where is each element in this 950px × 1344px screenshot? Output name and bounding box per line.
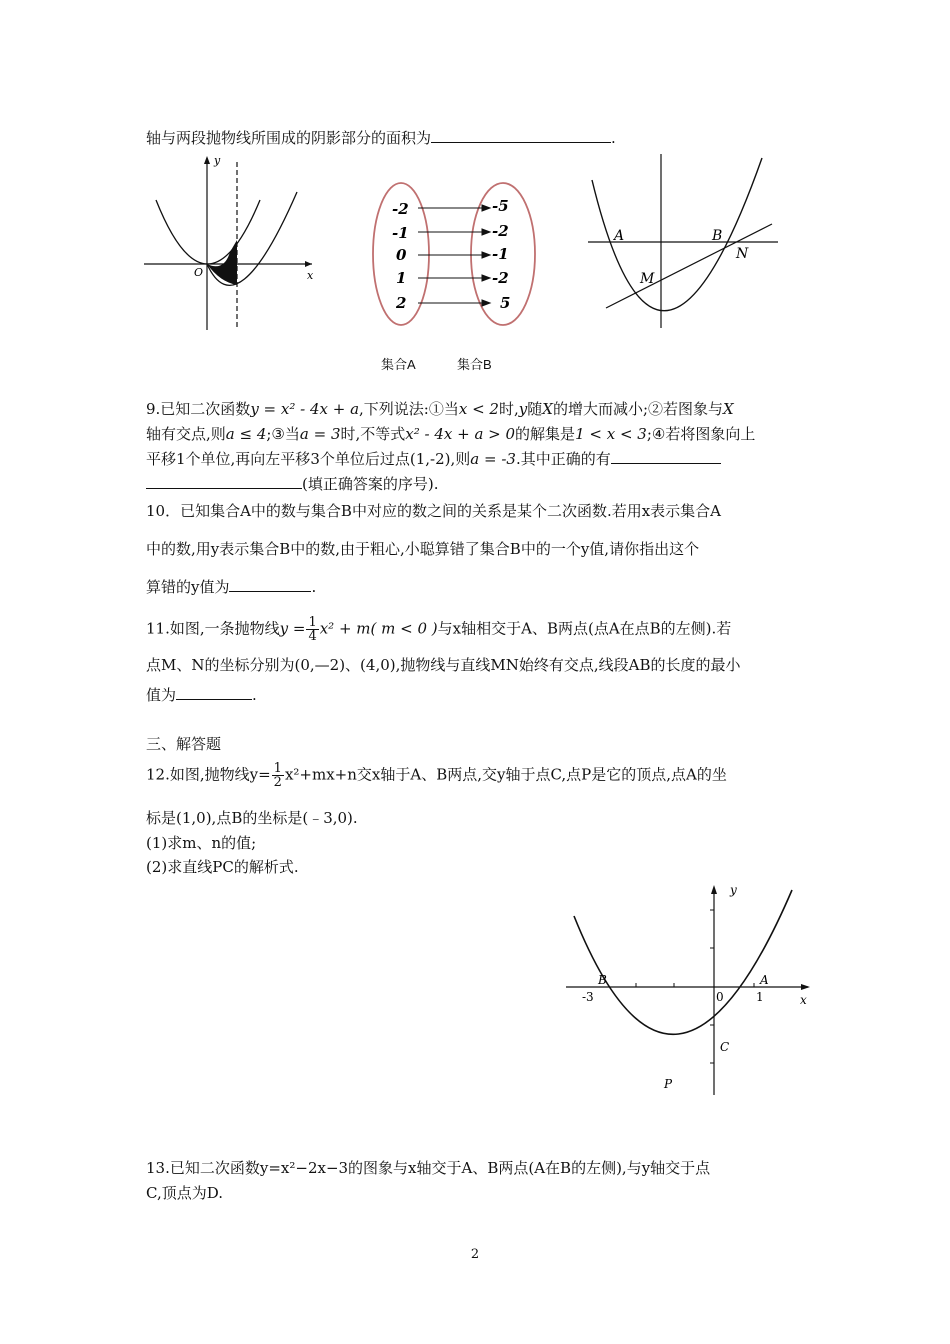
q9-solution: 1 < x < 3 <box>575 425 647 443</box>
figure-parabola-bacp <box>560 880 820 1100</box>
tick-label-neg3: -3 <box>582 990 594 1004</box>
point-b-label: B <box>712 228 723 244</box>
left-parabola <box>156 200 260 264</box>
set-b-item: 5 <box>500 294 511 312</box>
q9-point: (1,-2) <box>409 450 451 468</box>
q12-line-2: 标是(1,0),点B的坐标是(﹣3,0). <box>146 809 358 827</box>
q9-condition: a = 3 <box>299 425 341 443</box>
tick-label-0: 0 <box>716 990 724 1004</box>
shaded-region <box>207 240 237 285</box>
point-n-label: N <box>736 246 749 262</box>
parabola <box>574 890 792 1034</box>
q11-line-3: 值为 . <box>146 686 257 704</box>
frac-denominator: 2 <box>273 775 282 790</box>
frac-numerator: 1 <box>308 615 317 630</box>
q9-condition: x < 2 <box>458 400 499 418</box>
y-axis-arrow-icon <box>711 885 717 894</box>
caption-set-a: 集合A <box>381 357 416 372</box>
set-a-item: 1 <box>396 269 407 287</box>
q12-fraction <box>272 762 284 789</box>
q9-text: ,则 <box>450 450 471 468</box>
origin-label: O <box>194 266 204 279</box>
q9-text: 平移1个单位,再向左平移3个单位后过点 <box>146 450 410 468</box>
set-a-item: 0 <box>396 246 407 264</box>
q9-text: ,下列说法:①当 <box>359 400 459 418</box>
figure-parabola-line-mn <box>586 150 786 330</box>
q9-line-4 <box>146 474 438 494</box>
q9-inequality: x² - 4x + a > 0 <box>405 425 516 443</box>
q9-line-2 <box>146 424 755 444</box>
x-axis-arrow-icon <box>801 984 810 990</box>
arrow-head-icon <box>482 300 490 306</box>
set-b-item: -1 <box>492 245 509 263</box>
q12-text: x²+mx+n交x轴于A、B两点,交y轴于点C,点P是它的顶点,点A的坐 <box>284 765 727 784</box>
set-a-item: -1 <box>392 224 409 242</box>
q9-text: 时, <box>498 400 519 418</box>
q9-function: y = x² - 4x + a <box>250 400 360 418</box>
set-a-item: -2 <box>392 200 409 218</box>
q9-text: 轴有交点,则 <box>146 425 226 443</box>
arrow-head-icon <box>482 252 490 258</box>
y-label: y <box>730 883 737 897</box>
answer-blank <box>431 128 611 143</box>
q9-text: 时,不等式 <box>340 425 406 443</box>
q12-line-1 <box>146 762 727 789</box>
set-a-item: 2 <box>396 294 407 312</box>
set-b-item: -2 <box>492 222 509 240</box>
q9-text: ;④若将图象向上 <box>646 425 756 443</box>
arrow-head-icon <box>482 229 490 235</box>
q9-text: 随 <box>527 400 543 418</box>
q11-line-2: 点M、N的坐标分别为(0,—2)、(4,0),抛物线与直线MN始终有交点,线段AB的长度的最小 <box>146 656 741 674</box>
point-m-label: M <box>640 271 655 287</box>
q11-condition: ( m < 0 ) <box>370 619 438 638</box>
q9-var: X <box>542 400 553 418</box>
q11-text: 与x轴相交于A、B两点(点A在点B的左侧).若 <box>437 619 732 638</box>
q11-eq: x² + m <box>319 619 371 638</box>
arrow-head-icon <box>482 275 490 281</box>
frac-denominator: 4 <box>308 629 317 644</box>
q9-text: (填正确答案的序号). <box>302 475 439 493</box>
q9-text: 的增大而减小;②若图象与 <box>552 400 723 418</box>
q9-var: X <box>723 400 734 418</box>
q10-line-2: 中的数,用y表示集合B中的数,由于粗心,小聪算错了集合B中的一个y值,请你指出这个 <box>146 540 700 558</box>
caption-set-b: 集合B <box>457 357 492 372</box>
intro-text: 轴与两段抛物线所围成的阴影部分的面积为 <box>146 129 432 147</box>
section-heading: 三、解答题 <box>146 735 222 753</box>
point-b-label: B <box>598 973 607 987</box>
q9-var: y <box>518 400 528 418</box>
q9-text: 的解集是 <box>515 425 576 443</box>
figure-shaded-parabolas <box>142 152 322 334</box>
q9-text: 9.已知二次函数 <box>146 400 251 418</box>
q10-line-1: 10．已知集合A中的数与集合B中对应的数之间的关系是某个二次函数.若用x表示集合A <box>146 502 722 520</box>
y-axis-arrow-icon <box>204 156 210 164</box>
answer-blank <box>611 449 721 464</box>
tick-label-1: 1 <box>756 990 764 1004</box>
answer-blank <box>146 474 302 489</box>
q12-line-4: (2)求直线PC的解析式. <box>146 858 299 876</box>
point-p-label: P <box>664 1077 673 1091</box>
q12-line-3: (1)求m、n的值; <box>146 834 257 852</box>
q13-line-2: C,顶点为D. <box>146 1184 223 1202</box>
q10-line-3: 算错的y值为 . <box>146 578 317 596</box>
figure-set-mapping <box>368 180 543 330</box>
q9-line-1 <box>146 399 734 419</box>
q11-line-1 <box>146 616 731 643</box>
q9-text: ;③当 <box>266 425 300 443</box>
q9-value: a = -3 <box>470 450 516 468</box>
answer-blank <box>229 577 311 592</box>
y-label: y <box>214 154 221 167</box>
q10-text: 算错的y值为 <box>146 578 230 596</box>
arrow-head-icon <box>482 205 490 211</box>
frac-numerator: 1 <box>273 761 282 776</box>
q9-line-3 <box>146 449 721 469</box>
q11-text: 值为 <box>146 686 177 704</box>
q9-text: .其中正确的有 <box>515 450 611 468</box>
q11-eq: y = <box>279 619 306 638</box>
x-label: x <box>800 993 807 1007</box>
set-b-item: -5 <box>492 197 509 215</box>
q13-line-1: 13.已知二次函数y=x²−2x−3的图象与x轴交于A、B两点(A在B的左侧),与y轴交于点 <box>146 1159 711 1177</box>
q11-text: 11.如图,一条抛物线 <box>146 619 280 638</box>
point-a-label: A <box>760 973 769 987</box>
point-a-label: A <box>614 228 625 244</box>
x-label: x <box>307 269 314 282</box>
answer-blank <box>176 685 252 700</box>
x-axis-arrow-icon <box>305 261 312 267</box>
intro-line: 轴与两段抛物线所围成的阴影部分的面积为 . <box>146 129 616 147</box>
set-b-item: -2 <box>492 269 509 287</box>
line-mn <box>606 224 772 308</box>
point-c-label: C <box>720 1040 730 1054</box>
q9-condition: a ≤ 4 <box>225 425 267 443</box>
q12-text: 12.如图,抛物线y= <box>146 765 271 784</box>
page-number: 2 <box>470 1247 480 1262</box>
q11-fraction <box>306 616 318 643</box>
